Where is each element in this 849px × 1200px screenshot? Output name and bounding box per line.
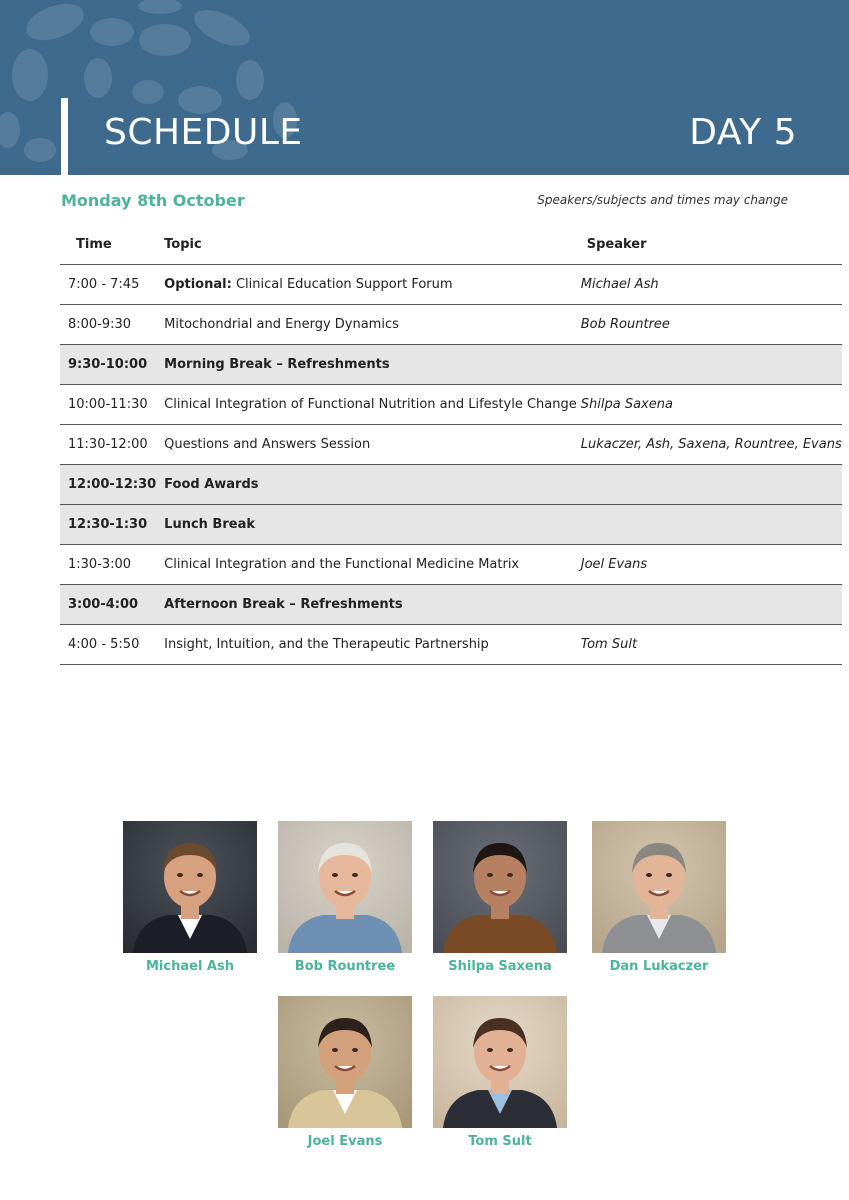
topic-text: Clinical Integration and the Functional Medicine Matrix [164,557,520,572]
table-row [60,345,842,385]
topic-text: Insight, Intuition, and the Therapeutic Partnership [164,637,489,652]
table-row [60,545,842,585]
topic-text: Clinical Integration of Functional Nutrition and Lifestyle Change [164,397,577,412]
header-accent-bar [61,98,68,175]
row-speaker: Shilpa Saxena [577,385,842,425]
speaker-photo [123,821,257,953]
row-topic [156,585,577,625]
speaker-name: Bob Rountree [294,959,396,974]
row-time: 1:30-3:00 [60,545,156,585]
row-speaker [577,465,842,505]
row-time: 8:00-9:30 [60,305,156,345]
row-time: 4:00 - 5:50 [60,625,156,665]
topic-text: Clinical Education Support Forum [235,277,453,292]
change-note: Speakers/subjects and times may change [537,193,788,207]
row-time: 12:00-12:30 [60,465,156,505]
topic-text: Questions and Answers Session [164,437,371,452]
row-topic [156,345,577,385]
row-speaker: Michael Ash [577,265,842,305]
row-topic [156,265,577,305]
row-time: 10:00-11:30 [60,385,156,425]
speaker-name: Joel Evans [307,1134,383,1149]
row-speaker: Bob Rountree [577,305,842,345]
row-topic [156,305,577,345]
speaker-name: Dan Lukaczer [609,959,709,974]
schedule-table [60,224,842,665]
topic-text: Mitochondrial and Energy Dynamics [164,317,399,332]
schedule-rows [60,265,842,665]
table-row [60,425,842,465]
speaker-name: Michael Ash [146,959,234,974]
row-time: 3:00-4:00 [60,585,156,625]
speaker-name: Shilpa Saxena [448,959,552,974]
day-label: DAY 5 [689,112,797,153]
speaker-photo [433,821,567,953]
row-speaker [577,505,842,545]
column-header-speaker: Speaker [577,224,842,265]
topic-prefix: Optional: [164,277,232,292]
speaker-photo [278,996,412,1128]
column-header-time: Time [60,224,156,265]
row-speaker [577,345,842,385]
row-time: 11:30-12:00 [60,425,156,465]
row-time: 7:00 - 7:45 [60,265,156,305]
table-row [60,585,842,625]
topic-text: Morning Break – Refreshments [164,357,390,372]
row-time: 12:30-1:30 [60,505,156,545]
column-header-topic: Topic [156,224,577,265]
row-topic [156,625,577,665]
speaker-photo [433,996,567,1128]
speaker-photo [278,821,412,953]
table-row [60,385,842,425]
row-speaker [577,585,842,625]
table-row [60,505,842,545]
topic-text: Lunch Break [164,517,255,532]
topic-text: Food Awards [164,477,259,492]
row-topic [156,505,577,545]
topic-text: Afternoon Break – Refreshments [164,597,403,612]
table-row [60,305,842,345]
table-row [60,625,842,665]
speaker-name: Tom Sult [468,1134,532,1149]
row-speaker: Lukaczer, Ash, Saxena, Rountree, Evans [577,425,842,465]
row-speaker: Joel Evans [577,545,842,585]
row-topic [156,545,577,585]
page-title: SCHEDULE [104,112,303,153]
table-row [60,265,842,305]
table-header-row [60,224,842,265]
schedule-date: Monday 8th October [61,191,245,210]
row-time: 9:30-10:00 [60,345,156,385]
row-topic [156,385,577,425]
row-topic [156,465,577,505]
row-speaker: Tom Sult [577,625,842,665]
row-topic [156,425,577,465]
table-row [60,465,842,505]
speaker-photo [592,821,726,953]
header-banner [0,0,849,175]
